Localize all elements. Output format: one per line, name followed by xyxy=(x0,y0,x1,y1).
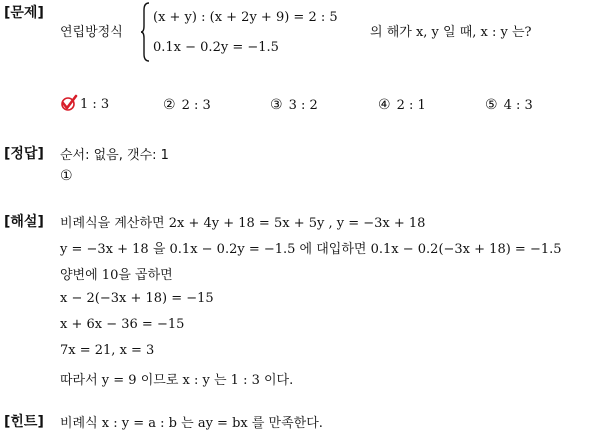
solution-line-4: x − 2(−3x + 18) = −15 xyxy=(60,291,214,306)
problem-question: 의 해가 x, y 일 때, x : y 는? xyxy=(370,25,532,40)
equation-2: 0.1x − 0.2y = −1.5 xyxy=(153,40,279,55)
option-2-number: ② xyxy=(163,97,176,113)
option-5-number: ⑤ xyxy=(485,97,498,113)
option-2-text: 2 : 3 xyxy=(181,98,211,113)
solution-line-3: 양변에 10을 곱하면 xyxy=(60,268,173,283)
hint-text: 비례식 x : y = a : b 는 ay = bx 를 만족한다. xyxy=(60,416,323,431)
hint-tag: [힌트] xyxy=(4,414,44,430)
solution-line-2: y = −3x + 18 을 0.1x − 0.2y = −1.5 에 대입하면 0.1x − 0.2(−3x + 18) = −1.5 xyxy=(60,242,562,257)
selected-check-icon xyxy=(60,94,78,112)
solution-tag: [해설] xyxy=(4,214,44,230)
solution-line-6: 7x = 21, x = 3 xyxy=(60,343,155,358)
system-brace xyxy=(140,2,150,62)
option-4-text: 2 : 1 xyxy=(396,98,426,113)
answer-line-1: 순서: 없음, 갯수: 1 xyxy=(60,148,169,163)
option-2[interactable] xyxy=(163,97,211,113)
option-1-text: 1 : 3 xyxy=(80,97,110,112)
equation-1: (x + y) : (x + 2y + 9) = 2 : 5 xyxy=(153,10,338,25)
option-3-number: ③ xyxy=(270,97,283,113)
solution-line-7: 따라서 y = 9 이므로 x : y 는 1 : 3 이다. xyxy=(60,373,294,388)
solution-line-1: 비례식을 계산하면 2x + 4y + 18 = 5x + 5y , y = −3x + 18 xyxy=(60,216,426,231)
option-4-number: ④ xyxy=(378,97,391,113)
problem-tag: [문제] xyxy=(4,5,44,21)
answer-tag: [정답] xyxy=(4,146,44,162)
option-5-text: 4 : 3 xyxy=(503,98,533,113)
solution-line-5: x + 6x − 36 = −15 xyxy=(60,317,185,332)
answer-line-2: ① xyxy=(60,168,73,184)
option-4[interactable] xyxy=(378,97,426,113)
option-3-text: 3 : 2 xyxy=(288,98,318,113)
option-3[interactable] xyxy=(270,97,318,113)
option-5[interactable] xyxy=(485,97,533,113)
option-1[interactable] xyxy=(80,97,109,112)
problem-intro: 연립방정식 xyxy=(60,25,123,40)
